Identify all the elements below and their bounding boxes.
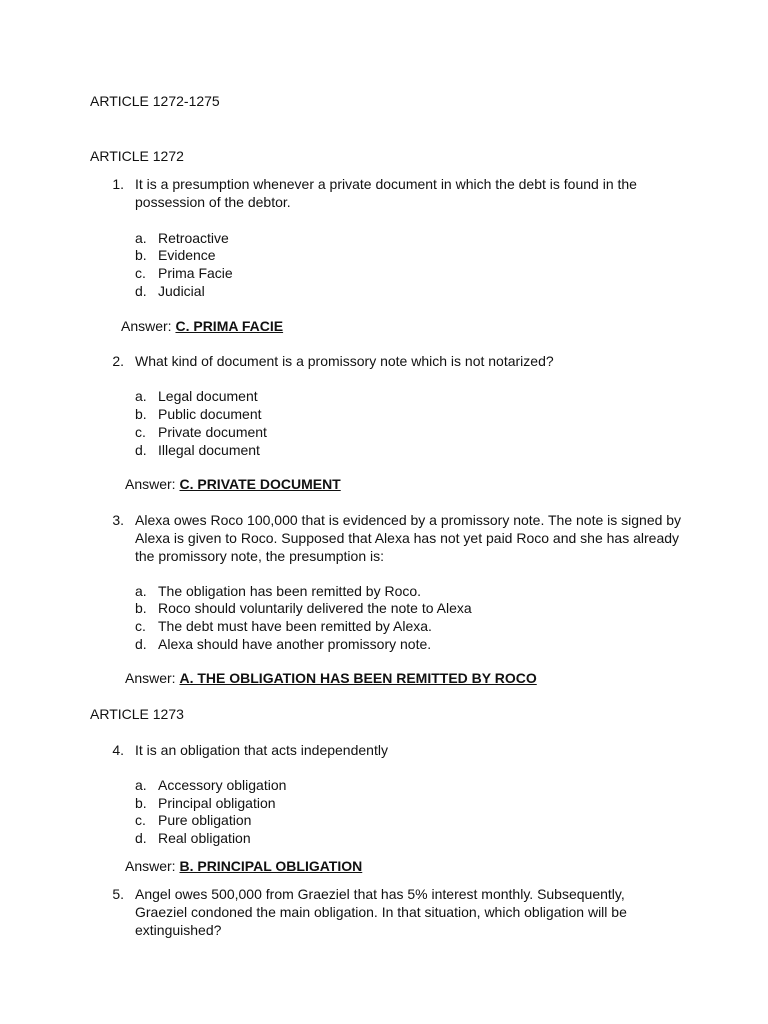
question-number: 3. bbox=[112, 512, 124, 528]
option-text: Evidence bbox=[158, 247, 216, 263]
option-text: Illegal document bbox=[158, 442, 260, 458]
option-text: Alexa should have another promissory note. bbox=[158, 636, 432, 652]
answer-label: Answer: bbox=[121, 318, 172, 334]
answer-label: Answer: bbox=[125, 670, 176, 686]
option-letter: c. bbox=[135, 618, 146, 634]
option-text: Pure obligation bbox=[158, 812, 252, 828]
question-text: Alexa owes Roco 100,000 that is evidenced by a promissory note. The note is signed by Alexa is given to Roco. Supposed that Alexa has not yet paid Roco and she has already the promissory note, the presumption is: bbox=[135, 512, 682, 564]
section-heading: ARTICLE 1272 bbox=[90, 148, 184, 164]
document-title: ARTICLE 1272-1275 bbox=[90, 93, 220, 109]
answer-value: A. THE OBLIGATION HAS BEEN REMITTED BY ROCO bbox=[179, 670, 537, 686]
question-text: Angel owes 500,000 from Graeziel that has 5% interest monthly. Subsequently, Graeziel condoned the main obligation. In that situation, which obligation will be extinguished? bbox=[135, 886, 627, 938]
option-letter: a. bbox=[135, 388, 147, 404]
option-letter: d. bbox=[135, 830, 147, 846]
option-letter: a. bbox=[135, 777, 147, 793]
option-letter: a. bbox=[135, 230, 147, 246]
option-text: Retroactive bbox=[158, 230, 229, 246]
option-text: Prima Facie bbox=[158, 265, 233, 281]
answer-line bbox=[125, 669, 537, 687]
answer-label: Answer: bbox=[125, 858, 176, 874]
option-letter: a. bbox=[135, 583, 147, 599]
option-text: The debt must have been remitted by Alexa. bbox=[158, 618, 432, 634]
question-number: 1. bbox=[112, 176, 124, 192]
option-text: Roco should voluntarily delivered the note to Alexa bbox=[158, 600, 472, 616]
option-text: Private document bbox=[158, 424, 267, 440]
answer-label: Answer: bbox=[125, 476, 176, 492]
answer-line bbox=[125, 857, 362, 875]
option-letter: d. bbox=[135, 442, 147, 458]
answer-line bbox=[125, 475, 341, 493]
option-text: Real obligation bbox=[158, 830, 251, 846]
option-letter: b. bbox=[135, 247, 147, 263]
question-number: 5. bbox=[112, 886, 124, 902]
option-letter: d. bbox=[135, 636, 147, 652]
option-letter: c. bbox=[135, 265, 146, 281]
option-letter: d. bbox=[135, 283, 147, 299]
option-text: Public document bbox=[158, 406, 262, 422]
answer-value: B. PRINCIPAL OBLIGATION bbox=[179, 858, 363, 874]
question-text: What kind of document is a promissory note which is not notarized? bbox=[135, 353, 554, 369]
option-letter: c. bbox=[135, 424, 146, 440]
option-letter: b. bbox=[135, 406, 147, 422]
section-heading: ARTICLE 1273 bbox=[90, 706, 184, 722]
question-number: 2. bbox=[112, 353, 124, 369]
option-text: The obligation has been remitted by Roco. bbox=[158, 583, 422, 599]
question-text: It is a presumption whenever a private document in which the debt is found in the possession of the debtor. bbox=[135, 176, 637, 210]
option-text: Principal obligation bbox=[158, 795, 276, 811]
answer-line bbox=[121, 317, 283, 335]
option-text: Judicial bbox=[158, 283, 205, 299]
option-letter: b. bbox=[135, 795, 147, 811]
question-number: 4. bbox=[112, 742, 124, 758]
question-text: It is an obligation that acts independently bbox=[135, 742, 388, 758]
answer-value: C. PRIVATE DOCUMENT bbox=[179, 476, 341, 492]
option-text: Legal document bbox=[158, 388, 258, 404]
option-text: Accessory obligation bbox=[158, 777, 287, 793]
option-letter: b. bbox=[135, 600, 147, 616]
option-letter: c. bbox=[135, 812, 146, 828]
answer-value: C. PRIMA FACIE bbox=[175, 318, 284, 334]
